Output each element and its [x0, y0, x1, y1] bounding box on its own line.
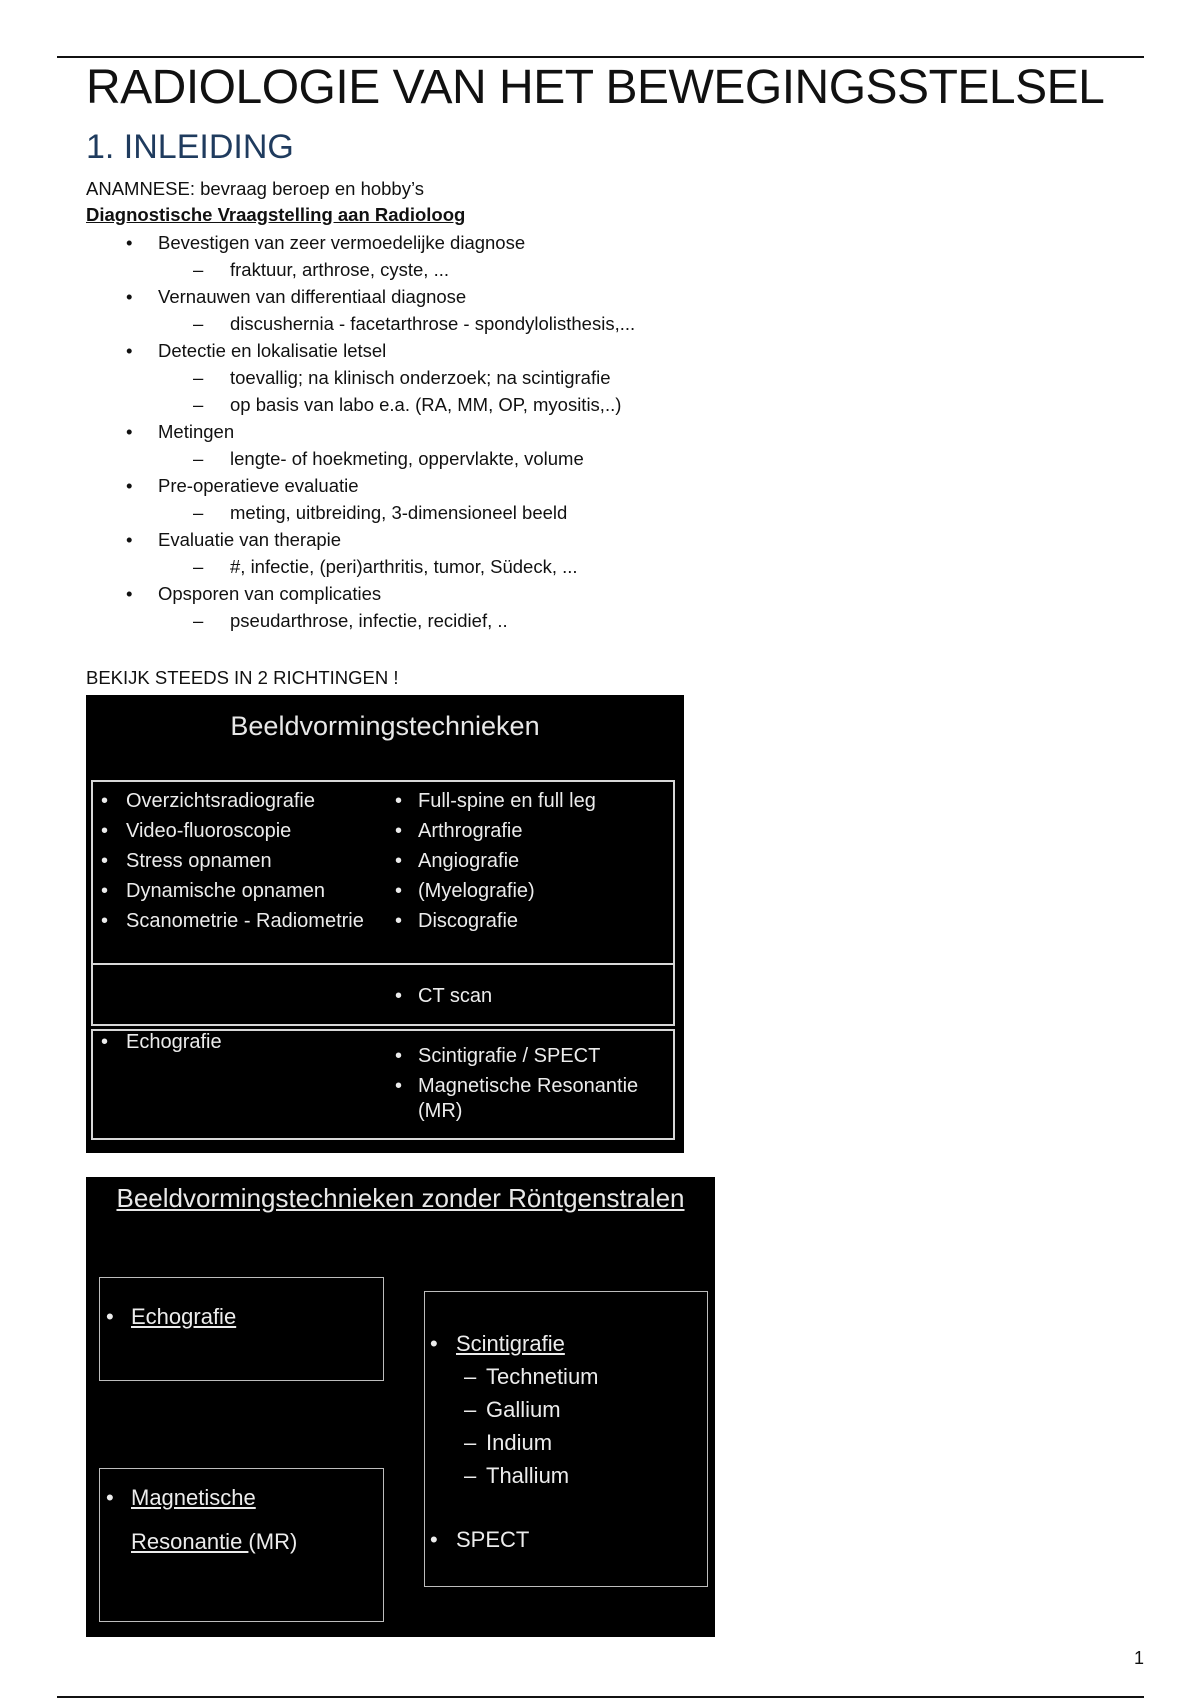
bullet-item: Pre-operatieve evaluatie [158, 475, 359, 496]
sub-bullet-item: pseudarthrose, infectie, recidief, .. [230, 610, 508, 631]
anamnese-line: ANAMNESE: bevraag beroep en hobby’s [86, 178, 424, 199]
slide2-mr-line2 [131, 1529, 297, 1555]
bullet-marker: • [126, 232, 133, 253]
bullet-marker: • [126, 529, 133, 550]
slide1-bullet: • [395, 850, 403, 872]
sub-bullet-dash: – [193, 394, 204, 415]
sub-bullet-item: toevallig; na klinisch onderzoek; na scintigrafie [230, 367, 611, 388]
slide2-isotope-item: Technetium [486, 1364, 599, 1389]
slide2-spect: SPECT [456, 1527, 530, 1552]
slide2-dash: – [464, 1364, 477, 1389]
slide2-echografie: Echografie [131, 1304, 237, 1329]
slide2-bullet: • [106, 1485, 114, 1510]
top-rule [57, 56, 1144, 58]
slide2-mr-abbrev: (MR) [248, 1529, 298, 1554]
slide1-technique-item: Overzichtsradiografie [126, 790, 315, 812]
slide1-bullet: • [101, 1031, 109, 1053]
section-heading: 1. INLEIDING [86, 128, 294, 166]
slide2-mr-line1: Magnetische [131, 1485, 256, 1510]
sub-bullet-dash: – [193, 610, 204, 631]
slide1-technique-item: Full-spine en full leg [418, 790, 596, 812]
slide2-bullet: • [106, 1304, 114, 1329]
bullet-item: Opsporen van complicaties [158, 583, 382, 604]
sub-bullet-dash: – [193, 502, 204, 523]
slide1-bullet: • [395, 1045, 403, 1067]
slide1-technique-item: Stress opnamen [126, 850, 272, 872]
slide1-bullet: • [101, 880, 109, 902]
slide1-title: Beeldvormingstechnieken [230, 711, 540, 741]
slide-imaging-techniques [86, 695, 684, 1153]
slide1-bullet: • [395, 1075, 403, 1097]
slide1-bullet: • [395, 985, 403, 1007]
slide2-isotope-item: Thallium [486, 1463, 570, 1488]
bullet-item: Bevestigen van zeer vermoedelijke diagnose [158, 232, 526, 253]
slide1-technique-item: Scanometrie - Radiometrie [126, 910, 364, 932]
bullet-item: Detectie en lokalisatie letsel [158, 340, 387, 361]
slide1-bullet: • [395, 910, 403, 932]
slide1-echografie: Echografie [126, 1031, 222, 1053]
bottom-rule [57, 1696, 1144, 1698]
slide1-technique-item: Arthrografie [418, 820, 523, 842]
sub-bullet-item: #, infectie, (peri)arthritis, tumor, Südeck, ... [230, 556, 578, 577]
slide2-mr-resonantie: Resonantie [131, 1529, 249, 1554]
slide1-bullet: • [101, 850, 109, 872]
bullet-marker: • [126, 340, 133, 361]
slide1-technique-item: Dynamische opnamen [126, 880, 325, 902]
page-title: RADIOLOGIE VAN HET BEWEGINGSSTELSEL [86, 61, 1105, 114]
slide1-technique-item: Discografie [418, 910, 519, 932]
slide1-bullet: • [101, 790, 109, 812]
sub-bullet-dash: – [193, 259, 204, 280]
slide1-bullet: • [101, 820, 109, 842]
slide1-mr-line2: (MR) [418, 1100, 463, 1122]
bullet-item: Evaluatie van therapie [158, 529, 342, 550]
sub-bullet-item: fraktuur, arthrose, cyste, ... [230, 259, 450, 280]
slide1-technique-item: Angiografie [418, 850, 520, 872]
slide1-bullet: • [395, 880, 403, 902]
slide2-dash: – [464, 1397, 477, 1422]
slide2-title: Beeldvormingstechnieken zonder Röntgenstralen [116, 1183, 685, 1213]
bullet-item: Vernauwen van differentiaal diagnose [158, 286, 467, 307]
sub-bullet-item: discushernia - facetarthrose - spondylolisthesis,... [230, 313, 636, 334]
sub-bullet-dash: – [193, 313, 204, 334]
diagnostic-heading: Diagnostische Vraagstelling aan Radioloog [86, 204, 466, 225]
bullet-marker: • [126, 421, 133, 442]
bullet-marker: • [126, 286, 133, 307]
slide2-bullet: • [430, 1331, 438, 1356]
sub-bullet-dash: – [193, 448, 204, 469]
bullet-marker: • [126, 583, 133, 604]
slide2-bullet: • [430, 1527, 438, 1552]
slide1-bullet: • [395, 790, 403, 812]
slide1-mr-line1: Magnetische Resonantie [418, 1075, 639, 1097]
sub-bullet-item: op basis van labo e.a. (RA, MM, OP, myositis,..) [230, 394, 622, 415]
slide1-bullet: • [395, 820, 403, 842]
slide-imaging-without-xrays [86, 1177, 715, 1637]
sub-bullet-item: meting, uitbreiding, 3-dimensioneel beeld [230, 502, 568, 523]
sub-bullet-dash: – [193, 556, 204, 577]
bullet-item: Metingen [158, 421, 235, 442]
slide2-dash: – [464, 1463, 477, 1488]
direction-note: BEKIJK STEEDS IN 2 RICHTINGEN ! [86, 667, 399, 688]
bullet-marker: • [126, 475, 133, 496]
slide1-scintigrafie: Scintigrafie / SPECT [418, 1045, 601, 1067]
slide2-isotope-item: Indium [486, 1430, 553, 1455]
page-number: 1 [1133, 1648, 1144, 1668]
slide2-dash: – [464, 1430, 477, 1455]
slide2-isotope-item: Gallium [486, 1397, 561, 1422]
sub-bullet-item: lengte- of hoekmeting, oppervlakte, volume [230, 448, 584, 469]
slide1-technique-item: (Myelografie) [418, 880, 535, 902]
slide2-scintigrafie: Scintigrafie [456, 1331, 565, 1356]
slide1-box-ct [91, 963, 675, 1026]
slide1-technique-item: Video-fluoroscopie [126, 820, 292, 842]
sub-bullet-dash: – [193, 367, 204, 388]
slide1-bullet: • [101, 910, 109, 932]
slide1-ct: CT scan [418, 985, 493, 1007]
